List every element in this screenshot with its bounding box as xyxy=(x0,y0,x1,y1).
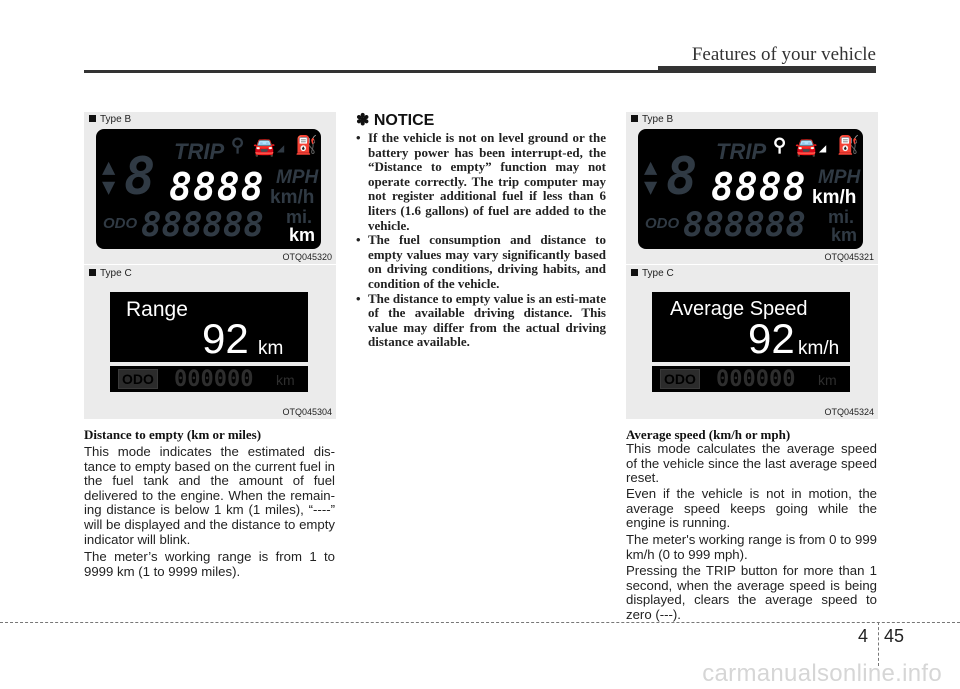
range-display xyxy=(110,292,308,362)
notice-item: • The fuel consumption and distance to empty values may vary significantly based on driving conditions, driving habits, and condition of the vehicle. xyxy=(356,233,606,291)
odo-badge: ODO xyxy=(118,369,158,389)
paragraph: The meter’s working range is from 1 to 9999 km (1 to 9999 miles). xyxy=(84,549,335,579)
odo-label: ODO xyxy=(645,215,680,232)
km-unit: km xyxy=(831,225,858,245)
road-icon: ◢ xyxy=(277,141,285,155)
panel-label: Type C xyxy=(631,268,674,279)
trip-indicator: TRIP xyxy=(174,139,225,164)
lcd-cluster-display xyxy=(96,129,321,249)
arrow-icon: ▲ xyxy=(644,155,658,180)
kmh-unit: km/h xyxy=(270,187,315,208)
paragraph: The meter's working range is from 0 to 999 km/h (0 to 999 mph). xyxy=(626,532,877,562)
display-value: 92 xyxy=(202,315,249,362)
figure-code: OTQ045304 xyxy=(282,407,332,417)
display-value: 92 xyxy=(748,315,795,362)
section-heading: Distance to empty (km or miles) xyxy=(84,427,262,442)
paragraph: This mode calculates the average speed of the vehicle since the last average speed reset. xyxy=(626,441,877,486)
display-unit: km/h xyxy=(798,338,840,359)
fuel-pump-icon: ⛽ xyxy=(295,135,318,156)
mph-unit: MPH xyxy=(276,167,319,188)
odo-badge: ODO xyxy=(660,369,700,389)
square-bullet-icon xyxy=(89,269,96,276)
section-heading: Average speed (km/h or mph) xyxy=(626,427,791,442)
notice-title: ✽ NOTICE xyxy=(356,112,435,129)
car-icon: 🚘 xyxy=(253,137,276,158)
mph-unit: MPH xyxy=(818,167,861,188)
odo-unit: km xyxy=(818,372,837,388)
panel-label: Type B xyxy=(631,114,673,125)
odo-digits: 000000 xyxy=(716,367,796,392)
panel-label: Type B xyxy=(89,114,131,125)
right-panel-type-c xyxy=(626,265,878,419)
wrench-icon: ⚲ xyxy=(231,135,245,156)
kmh-unit: km/h xyxy=(812,187,857,208)
odo-digits: 000000 xyxy=(174,367,254,392)
notice-item: • The distance to empty value is an esti-mate of the available driving distance. This value may differ from the actual driving distance available. xyxy=(356,292,606,350)
page-header-title: Features of your vehicle xyxy=(691,44,876,65)
odo-label: ODO xyxy=(103,215,138,232)
arrow-icon: ▼ xyxy=(102,175,116,200)
segment-digit: 8 xyxy=(666,147,698,207)
odo-segment-digits: 888888 xyxy=(683,205,806,245)
mi-unit: mi. xyxy=(828,207,855,227)
paragraph: Pressing the TRIP button for more than 1 second, when the average speed is being displayed, clears the average speed to zero (---). xyxy=(626,563,877,622)
trip-segment-digits: 8888 xyxy=(169,165,265,209)
chapter-number: 4 xyxy=(858,626,869,646)
notice-item: • If the vehicle is not on level ground or the battery power has been interrupt-ed, the “Distance to empty” function may not operate correctly. The trip computer may not register additional fuel if less than 6 liters (1.6 gallons) of fuel are added to the vehicle. xyxy=(356,131,606,233)
arrow-icon: ▲ xyxy=(102,155,116,180)
display-title: Average Speed xyxy=(670,298,808,320)
square-bullet-icon xyxy=(631,115,638,122)
segment-digit: 8 xyxy=(124,147,156,207)
trip-indicator: TRIP xyxy=(716,139,767,164)
wrench-icon: ⚲ xyxy=(773,135,787,156)
display-unit: km xyxy=(258,338,284,359)
km-unit: km xyxy=(289,225,316,245)
figure-code: OTQ045324 xyxy=(824,407,874,417)
paragraph: Even if the vehicle is not in motion, the average speed keeps going while the engine is running. xyxy=(626,486,877,531)
lcd-cluster-display xyxy=(638,129,863,249)
paragraph: This mode indicates the estimated dis-tance to empty based on the current fuel in the fuel tank and the amount of fuel delivered to the engine. When the remain-ing distance is below 1 km (1 miles), “----” will be displayed and the distance to empty indicator will blink. xyxy=(84,444,335,547)
odo-segment-digits: 888888 xyxy=(141,205,264,245)
car-icon: 🚘 xyxy=(795,137,818,158)
footer-rule xyxy=(0,622,960,623)
figure-code: OTQ045320 xyxy=(282,252,332,262)
average-speed-display xyxy=(652,292,850,362)
page-number: 45 xyxy=(884,626,905,646)
trip-segment-digits: 8888 xyxy=(711,165,807,209)
right-panel-type-b xyxy=(626,112,878,264)
arrow-icon: ▼ xyxy=(644,175,658,200)
square-bullet-icon xyxy=(631,269,638,276)
left-panel-type-c xyxy=(84,265,336,419)
odo-unit: km xyxy=(276,372,295,388)
mi-unit: mi. xyxy=(286,207,313,227)
watermark: carmanualsonline.info xyxy=(702,660,942,687)
road-icon: ◢ xyxy=(819,141,827,155)
fuel-pump-icon: ⛽ xyxy=(837,135,860,156)
header-rule-accent xyxy=(658,66,876,73)
display-title: Range xyxy=(126,298,188,321)
left-panel-type-b xyxy=(84,112,336,264)
square-bullet-icon xyxy=(89,115,96,122)
panel-label: Type C xyxy=(89,268,132,279)
figure-code: OTQ045321 xyxy=(824,252,874,262)
odometer-strip xyxy=(652,366,850,392)
notice-list xyxy=(356,131,606,350)
odometer-strip xyxy=(110,366,308,392)
